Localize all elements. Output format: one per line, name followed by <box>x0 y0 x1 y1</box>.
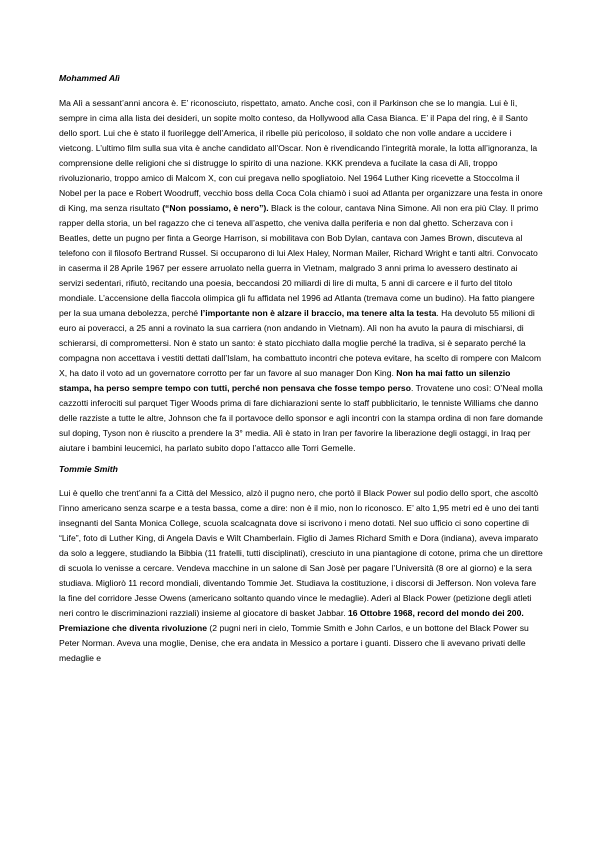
text-run: . Trovatene uno così: O’Neal molla cazzotti inferociti sul parquet Tiger Woods prima di fare dichiarazioni sente lo staff pubblicitario, le tenniste Williams che danno delle razziste a tutte le altre, Johnson che fa il portavoce dello sponsor e agli incontri con la stampa ordina di non fare domande sul doping, Tyson non è riuscito a prendere la 3° media. Alì è stato in Iran per favorire la liberazione degli ostaggi, in Iraq per aiutare i bambini leucemici, ha parlato subito dopo l’attacco alle Torri Gemelle. <box>59 382 543 453</box>
text-run: Lui è quello che trent’anni fa a Città del Messico, alzò il pugno nero, che portò il Black Power sul podio dello sport, che ascoltò l’inno americano senza scarpe e a testa bassa, come a dire: non è il mio, non lo riconosco. E’ alto 1,95 metri ed è uno dei tanti insegnanti del Santa Monica College, scuola scalcagnata dove si iscrivono i meno dotati. Nel suo ufficio ci sono copertine di “Life”, foto di Luther King, di Angela Davis e Wilt Chamberlain. Figlio di James Richard Smith e Dora (indiana), aveva imparato da solo a leggere, studiando la Bibbia (11 fratelli, tutti disciplinati), cresciuto in una piantagione di cotone, prima che un direttore di scuola lo venisse a cercare. Vendeva macchine in un salone di San Josè per pagare l’Università (8 ore al giorno) e la sera studiava. Migliorò 11 record mondiali, diventando Tommie Jet. Studiava la costituzione, i discorsi di Jefferson. Non voleva fare la fine del corridore Jesse Owens (americano soltanto quando vince le medaglie). Aderì al Black Power (petizione degli atleti neri contro le discriminazioni razziali) insieme al giocatore di basket Jabbar. <box>59 488 543 618</box>
text-run-bold: 16 Ottobre 1968, record del mondo dei 200. Premiazione che diventa rivoluzione <box>59 608 524 633</box>
text-run-bold: Non ha mai fatto un silenzio stampa, ha perso sempre tempo con tutti, perché non pensava che fosse tempo perso <box>59 367 511 393</box>
text-run: Black is the colour, cantava Nina Simone. Alì non era più Clay. Il primo rapper della storia, un bel ragazzo che ci teneva all’aspetto, che veniva dalla periferia e non dal ghetto. Scherzava con i Beatles, dette un pugno per finta a George Harrison, si mobilitava con Bob Dylan, cantava con James Brown, discuteva al telefono con il filosofo Bertrand Russel. Si occuparono di lui Alex Haley, Norman Mailer, Richard Wright e tanti altri. Convocato in caserma il 28 Aprile 1967 per essere arruolato nella guerra in Vietnam, malgrado 3 anni prima lo avessero destinato ai servizi sedentari, rifiutò, recitando una poesia, beccandosi 20 miliardi di lire di multa, 5 anni di carcere e il furto del titolo mondiale. L’accensione della fiaccola olimpica gli fu affidata nel 1996 ad Atlanta (tremava come un budino). Ha fatto piangere per la sua umana debolezza, perché <box>59 202 539 318</box>
text-run: Ma Alì a sessant’anni ancora è. E’ riconosciuto, rispettato, amato. Anche così, con il Parkinson che se lo mangia. Lui è lì, sempre in cima alla lista dei desideri, un sopite molto conteso, da Hollywood alla Casa Bianca. E’ il Papa del ring, è il Santo dello sport. Lui che è stato il fuorilegge dell’America, il ribelle più pericoloso, il soldato che non volle andare a uccidere i vietcong. L’ultimo film sulla sua vita è anche candidato all’Oscar. Non è rivendicando l’integrità morale, la lotta all’ignoranza, la comprensione delle religioni che si distrugge lo spirito di una nazione. KKK prendeva a fucilate la casa di Alì, troppo rivoluzionario, troppo amico di Malcom X, con cui pregava nello spogliatoio. Nel 1964 Luther King ricevette a Stoccolma il Nobel per la pace e Robert Woodruff, vecchio boss della Coca Cola chiamò i suoi ad Atlanta per organizzare una festa in onore di King, ma senza risultato <box>59 97 543 213</box>
text-run-bold: (“Non possiamo, è nero”). <box>162 202 269 213</box>
text-run: . Ha devoluto 55 milioni di euro ai poveracci, a 25 anni a rovinato la sua carriera (non andando in Vietnam). Alì non ha avuto la paura di mischiarsi, di schierarsi, di compromettersi. Non è stato un santo: è stato picchiato dalla moglie perché la tradiva, si è separato perché la compagna non accettava i vestiti dettati dall’Islam, ha combattuto incontri che poteva evitare, ha scelto di rompere con Malcom X, ha dato il voto ad un governatore corrotto per far un favore al suo manager Don King. <box>59 307 541 378</box>
paragraph-ali <box>59 96 544 456</box>
text-run-bold: l’importante non è alzare il braccio, ma tenere alta la testa <box>200 307 437 318</box>
paragraph-smith <box>59 486 544 666</box>
text-run: (2 pugni neri in cielo, Tommie Smith e John Carlos, e un bottone del Black Power su Peter Norman. Aveva una moglie, Denise, che era andata in Messico a portare i guanti. Dissero che li avevano privati delle medaglie e <box>59 623 529 663</box>
section-title-smith: Tommie Smith <box>59 463 118 474</box>
section-title-ali: Mohammed Alì <box>59 73 120 83</box>
